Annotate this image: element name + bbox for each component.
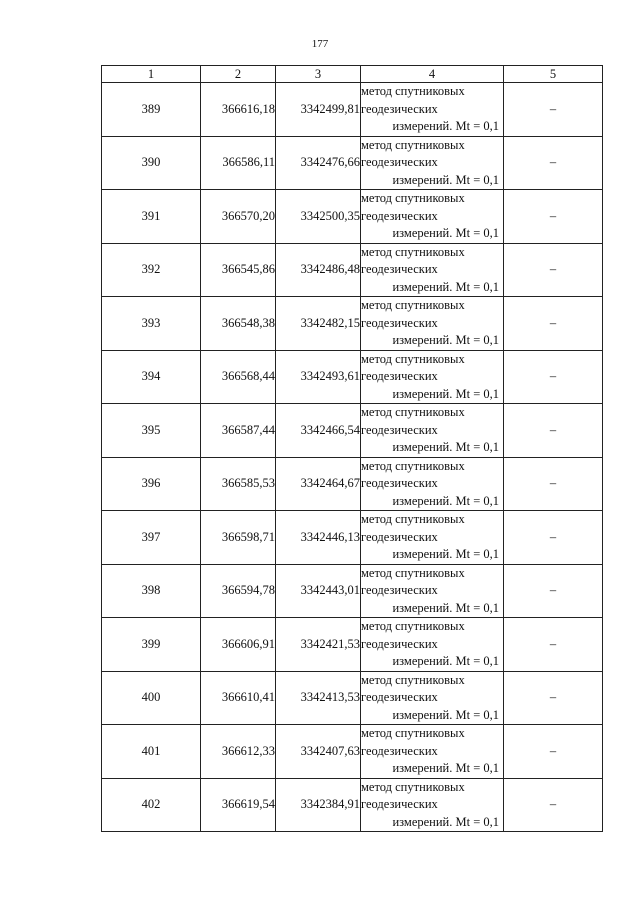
- method-line-2: геодезических: [361, 636, 438, 651]
- method-line-3: измерений. Mt = 0,1: [392, 814, 499, 829]
- table-row: [102, 243, 603, 297]
- column-5-value: –: [504, 778, 603, 832]
- method-line-3: измерений. Mt = 0,1: [392, 707, 499, 722]
- point-number: 395: [102, 404, 201, 458]
- method-line-2: геодезических: [361, 583, 438, 597]
- table-row: [102, 136, 603, 190]
- column-5-value: –: [504, 457, 603, 511]
- column-5-value: –: [504, 297, 603, 351]
- column-5-value: –: [504, 83, 603, 137]
- point-number: 391: [102, 190, 201, 244]
- point-number: 397: [102, 511, 201, 565]
- method-line-1: метод спутниковых: [361, 244, 465, 259]
- table-row: [102, 404, 603, 458]
- method-line-3: измерений. Mt = 0,1: [392, 654, 499, 668]
- method-line-2: геодезических: [361, 476, 438, 490]
- method-cell: [361, 297, 504, 351]
- method-cell: [361, 778, 504, 832]
- point-number: 399: [102, 618, 201, 672]
- column-5-value: –: [504, 404, 603, 458]
- method-line-1: метод спутниковых: [361, 672, 465, 687]
- method-cell: [361, 511, 504, 565]
- method-line-1: метод спутниковых: [361, 458, 465, 473]
- method-line-2: геодезических: [361, 797, 438, 811]
- column-5-value: –: [504, 350, 603, 404]
- method-line-3: измерений. Mt = 0,1: [392, 279, 499, 294]
- column-5-value: –: [504, 136, 603, 190]
- column-header-4: 4: [361, 66, 504, 83]
- method-cell: [361, 564, 504, 618]
- method-line-1: метод спутниковых: [361, 84, 465, 98]
- method-line-1: метод спутниковых: [361, 779, 465, 794]
- method-cell: [361, 190, 504, 244]
- method-line-1: метод спутниковых: [361, 512, 465, 526]
- table-header: [102, 66, 603, 83]
- table-row: [102, 564, 603, 618]
- coordinates-table: [101, 65, 603, 832]
- column-header-3: 3: [276, 66, 361, 83]
- coordinate-x: 366568,44: [201, 350, 276, 404]
- column-5-value: –: [504, 564, 603, 618]
- coordinate-x: 366586,11: [201, 136, 276, 190]
- table-row: [102, 511, 603, 565]
- method-cell: [361, 243, 504, 297]
- coordinate-y: 3342493,61: [276, 350, 361, 404]
- coordinate-x: 366587,44: [201, 404, 276, 458]
- column-5-value: –: [504, 725, 603, 779]
- method-cell: [361, 350, 504, 404]
- method-cell: [361, 671, 504, 725]
- header-row: [102, 66, 603, 83]
- point-number: 392: [102, 243, 201, 297]
- method-cell: [361, 404, 504, 458]
- coordinate-y: 3342500,35: [276, 190, 361, 244]
- table-row: [102, 83, 603, 137]
- column-5-value: –: [504, 511, 603, 565]
- method-line-2: геодезических: [361, 315, 438, 330]
- table-row: [102, 350, 603, 404]
- method-line-2: геодезических: [361, 743, 438, 758]
- coordinate-y: 3342446,13: [276, 511, 361, 565]
- point-number: 402: [102, 778, 201, 832]
- point-number: 398: [102, 564, 201, 618]
- coordinate-y: 3342499,81: [276, 83, 361, 137]
- method-cell: [361, 618, 504, 672]
- coordinate-x: 366594,78: [201, 564, 276, 618]
- table-row: [102, 778, 603, 832]
- method-line-1: метод спутниковых: [361, 351, 465, 366]
- column-header-5: 5: [504, 66, 603, 83]
- method-cell: [361, 725, 504, 779]
- column-5-value: –: [504, 618, 603, 672]
- method-line-2: геодезических: [361, 690, 438, 704]
- coordinate-x: 366548,38: [201, 297, 276, 351]
- coordinate-y: 3342466,54: [276, 404, 361, 458]
- coordinate-y: 3342421,53: [276, 618, 361, 672]
- table-row: [102, 190, 603, 244]
- coordinate-y: 3342486,48: [276, 243, 361, 297]
- coordinate-x: 366585,53: [201, 457, 276, 511]
- method-line-3: измерений. Mt = 0,1: [392, 226, 499, 240]
- table-body: [102, 83, 603, 832]
- table-row: [102, 457, 603, 511]
- method-line-3: измерений. Mt = 0,1: [392, 547, 499, 561]
- method-line-3: измерений. Mt = 0,1: [392, 333, 499, 347]
- column-5-value: –: [504, 243, 603, 297]
- coordinate-x: 366616,18: [201, 83, 276, 137]
- method-line-2: геодезических: [361, 101, 438, 116]
- coordinate-x: 366610,41: [201, 671, 276, 725]
- coordinate-y: 3342443,01: [276, 564, 361, 618]
- method-line-3: измерений. Mt = 0,1: [392, 493, 499, 508]
- method-line-3: измерений. Mt = 0,1: [392, 119, 499, 133]
- method-line-1: метод спутниковых: [361, 619, 465, 633]
- table-row: [102, 297, 603, 351]
- point-number: 390: [102, 136, 201, 190]
- method-line-2: геодезических: [361, 369, 438, 383]
- column-header-1: 1: [102, 66, 201, 83]
- point-number: 400: [102, 671, 201, 725]
- coordinate-y: 3342413,53: [276, 671, 361, 725]
- column-5-value: –: [504, 190, 603, 244]
- method-line-2: геодезических: [361, 422, 438, 437]
- point-number: 394: [102, 350, 201, 404]
- point-number: 389: [102, 83, 201, 137]
- method-cell: [361, 136, 504, 190]
- table-row: [102, 725, 603, 779]
- coordinate-x: 366612,33: [201, 725, 276, 779]
- column-5-value: –: [504, 671, 603, 725]
- coordinate-x: 366570,20: [201, 190, 276, 244]
- method-line-1: метод спутниковых: [361, 405, 465, 419]
- table-row: [102, 618, 603, 672]
- coordinate-x: 366606,91: [201, 618, 276, 672]
- page-number: 177: [311, 38, 329, 50]
- column-header-2: 2: [201, 66, 276, 83]
- method-line-1: метод спутниковых: [361, 298, 465, 312]
- coordinate-y: 3342476,66: [276, 136, 361, 190]
- point-number: 393: [102, 297, 201, 351]
- table-row: [102, 671, 603, 725]
- method-cell: [361, 457, 504, 511]
- method-line-3: измерений. Mt = 0,1: [392, 172, 499, 187]
- coordinate-y: 3342384,91: [276, 778, 361, 832]
- method-line-2: геодезических: [361, 208, 438, 223]
- method-line-3: измерений. Mt = 0,1: [392, 761, 499, 775]
- coordinate-x: 366545,86: [201, 243, 276, 297]
- method-cell: [361, 83, 504, 137]
- point-number: 396: [102, 457, 201, 511]
- method-line-1: метод спутниковых: [361, 191, 465, 205]
- method-line-1: метод спутниковых: [361, 726, 465, 740]
- method-line-3: измерений. Mt = 0,1: [392, 386, 499, 401]
- method-line-3: измерений. Mt = 0,1: [392, 440, 499, 454]
- method-line-2: геодезических: [361, 155, 438, 169]
- method-line-3: измерений. Mt = 0,1: [392, 600, 499, 615]
- method-line-1: метод спутниковых: [361, 565, 465, 580]
- point-number: 401: [102, 725, 201, 779]
- coordinate-y: 3342407,63: [276, 725, 361, 779]
- coordinate-y: 3342482,15: [276, 297, 361, 351]
- method-line-1: метод спутниковых: [361, 137, 465, 152]
- method-line-2: геодезических: [361, 529, 438, 544]
- coordinate-x: 366598,71: [201, 511, 276, 565]
- coordinate-y: 3342464,67: [276, 457, 361, 511]
- method-line-2: геодезических: [361, 262, 438, 276]
- coordinate-x: 366619,54: [201, 778, 276, 832]
